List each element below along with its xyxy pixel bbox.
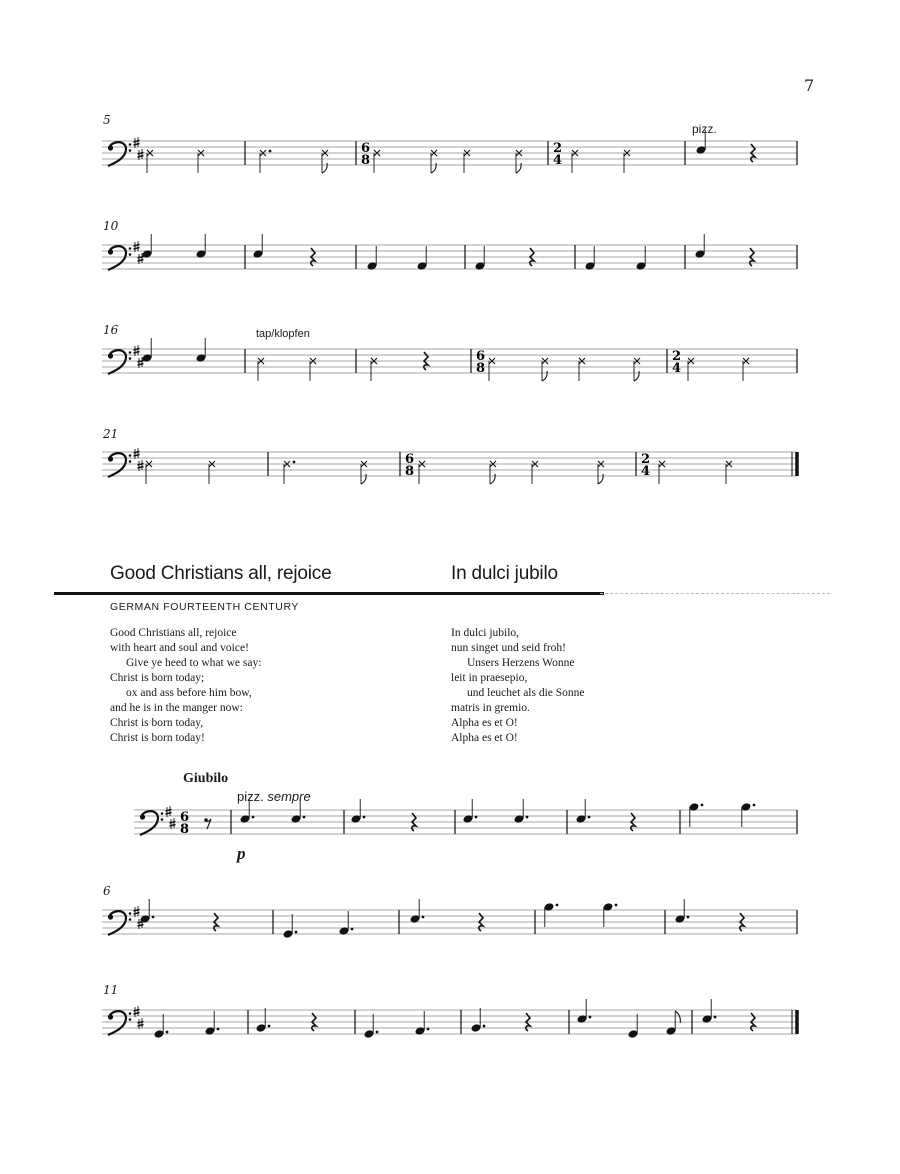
time-signature: 8 [361, 153, 371, 168]
lyrics-english [110, 626, 261, 746]
augmentation-dot [376, 1031, 379, 1034]
pizz-marking: pizz. [692, 122, 717, 136]
bass-clef [161, 818, 164, 821]
sharp-sign [134, 913, 140, 915]
lyric-line: Give ye heed to what we say: [126, 657, 262, 669]
lyric-line: In dulci jubilo, [451, 627, 520, 639]
augmentation-dot [422, 916, 425, 919]
sharp-sign [134, 352, 140, 354]
sharp-sign [138, 467, 144, 469]
sharp-sign [138, 156, 144, 158]
bass-clef [129, 454, 132, 457]
sharp-sign [134, 144, 140, 146]
time-signature: 4 [641, 464, 651, 479]
sharp-sign [134, 455, 140, 457]
bass-clef [129, 149, 132, 152]
augmentation-dot [268, 1025, 271, 1028]
lyric-line: matris in gremio. [451, 702, 530, 714]
note-flag [598, 474, 603, 484]
bass-clef [129, 918, 132, 921]
augmentation-dot [687, 916, 690, 919]
bass-clef [129, 1012, 132, 1015]
bar-number: 10 [103, 219, 119, 233]
title-rule-fade [600, 593, 830, 594]
augmentation-dot [166, 1031, 169, 1034]
lyric-line: Good Christians all, rejoice [110, 627, 237, 639]
augmentation-dot [615, 904, 618, 907]
time-signature: 4 [553, 153, 563, 168]
page-number: 7 [804, 76, 815, 95]
augmentation-dot [217, 1028, 220, 1031]
bass-clef [129, 1018, 132, 1021]
augmentation-dot [295, 931, 298, 934]
lyric-line: with heart and soul and voice! [110, 642, 249, 654]
bar-number: 6 [103, 884, 111, 898]
note-flag [516, 163, 521, 173]
time-signature: 6 [476, 349, 486, 364]
note-flag [490, 474, 495, 484]
lyric-line: Christ is born today! [110, 732, 205, 744]
augmentation-dot [293, 461, 296, 464]
augmentation-dot [252, 816, 255, 819]
augmentation-dot [483, 1025, 486, 1028]
bass-clef [108, 353, 113, 358]
bass-clef [108, 456, 113, 461]
bass-clef [161, 812, 164, 815]
time-signature: 2 [641, 452, 651, 467]
lyric-line: Christ is born today; [110, 672, 205, 684]
lyric-line: Alpha es et O! [451, 717, 518, 729]
time-signature: 8 [180, 822, 190, 837]
time-signature: 6 [405, 452, 415, 467]
augmentation-dot [701, 804, 704, 807]
bass-clef [129, 247, 132, 250]
lyric-line: Christ is born today, [110, 717, 204, 729]
sharp-sign [138, 260, 144, 262]
bass-clef [108, 914, 113, 919]
lyric-line: Alpha es et O! [451, 732, 518, 744]
bass-clef [129, 460, 132, 463]
note-flag [634, 371, 639, 381]
augmentation-dot [427, 1028, 430, 1031]
bar-number: 11 [103, 983, 119, 997]
bar-number: 21 [103, 427, 119, 441]
lyric-line: und leuchet als die Sonne [467, 687, 585, 699]
time-signature: 2 [672, 349, 682, 364]
augmentation-dot [714, 1016, 717, 1019]
sharp-sign [134, 248, 140, 250]
augmentation-dot [526, 816, 529, 819]
song-title-english: Good Christians all, rejoice [110, 563, 332, 584]
bass-clef [129, 912, 132, 915]
time-signature: 6 [180, 810, 190, 825]
bar-number: 16 [103, 323, 119, 337]
augmentation-dot [753, 804, 756, 807]
title-rule [54, 592, 604, 595]
lyric-line: Unsers Herzens Wonne [467, 657, 575, 669]
bar-number: 5 [103, 113, 111, 127]
bass-clef [129, 351, 132, 354]
augmentation-dot [588, 816, 591, 819]
dynamic-marking: p [237, 844, 246, 863]
augmentation-dot [363, 816, 366, 819]
augmentation-dot [269, 150, 272, 153]
sharp-sign [170, 825, 176, 827]
lyric-line: leit in praesepio, [451, 672, 528, 684]
bass-clef [108, 1014, 113, 1019]
sharp-sign [138, 364, 144, 366]
sharp-sign [138, 925, 144, 927]
lyric-line: nun singet und seid froh! [451, 642, 566, 654]
bass-clef [108, 145, 113, 150]
bass-clef [140, 814, 145, 819]
augmentation-dot [589, 1016, 592, 1019]
time-signature: 8 [405, 464, 415, 479]
lyrics-latin [451, 626, 585, 746]
lyric-line: ox and ass before him bow, [126, 687, 252, 699]
note-flag [431, 163, 436, 173]
lyric-line: and he is in the manger now: [110, 702, 243, 714]
bass-clef [108, 249, 113, 254]
augmentation-dot [475, 816, 478, 819]
augmentation-dot [152, 916, 155, 919]
time-signature: 8 [476, 361, 486, 376]
tap-marking: tap/klopfen [256, 328, 310, 340]
sharp-sign [138, 1025, 144, 1027]
augmentation-dot [351, 928, 354, 931]
bass-clef [129, 253, 132, 256]
sharp-sign [134, 1013, 140, 1015]
song-title-latin: In dulci jubilo [451, 563, 558, 584]
time-signature: 4 [672, 361, 682, 376]
bass-clef [129, 143, 132, 146]
bass-clef [129, 357, 132, 360]
augmentation-dot [303, 816, 306, 819]
note-flag [542, 371, 547, 381]
tempo-marking: Giubilo [183, 771, 229, 786]
augmentation-dot [556, 904, 559, 907]
note-flag [361, 474, 366, 484]
note-flag [322, 163, 327, 173]
sharp-sign [166, 813, 172, 815]
time-signature: 2 [553, 141, 563, 156]
song-source: GERMAN FOURTEENTH CENTURY [110, 601, 300, 613]
note-flag [675, 1011, 680, 1023]
time-signature: 6 [361, 141, 371, 156]
pizz-sempre-marking: pizz. sempre [237, 789, 311, 804]
